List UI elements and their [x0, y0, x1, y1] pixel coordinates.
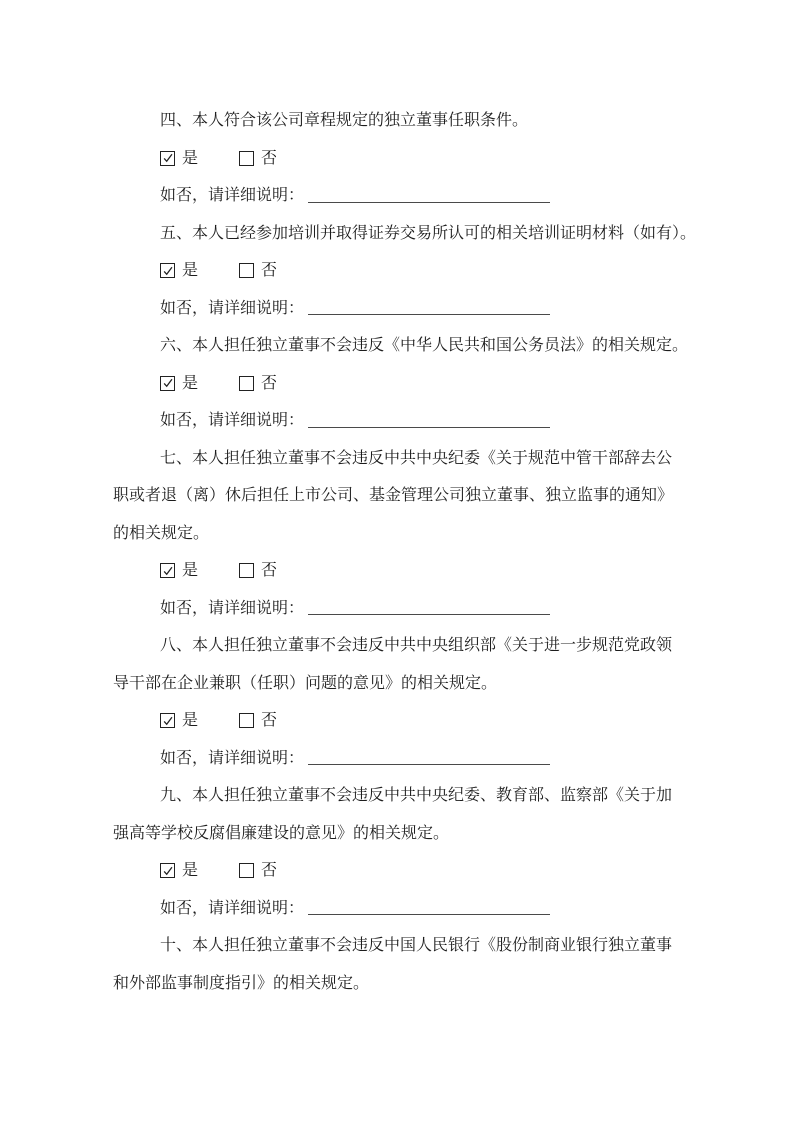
- no-label: 否: [261, 712, 278, 729]
- explain-blank-field[interactable]: [308, 601, 550, 615]
- item-statement-line: 九、本人担任独立董事不会违反中共中央纪委、教育部、监察部《关于加: [160, 787, 673, 804]
- explain-blank-field[interactable]: [308, 414, 550, 428]
- yes-checkbox-checked-icon[interactable]: [160, 263, 175, 278]
- no-label: 否: [261, 262, 278, 279]
- explain-blank-field[interactable]: [308, 301, 550, 315]
- yes-checkbox-checked-icon[interactable]: [160, 713, 175, 728]
- choice-row: [160, 365, 680, 403]
- no-label: 否: [261, 862, 278, 879]
- declaration-item: [113, 927, 680, 1002]
- choice-row: [160, 552, 680, 590]
- declaration-item: [113, 627, 680, 777]
- yes-checkbox-checked-icon[interactable]: [160, 863, 175, 878]
- no-checkbox-unchecked-icon[interactable]: [239, 376, 254, 391]
- no-checkbox-unchecked-icon[interactable]: [239, 863, 254, 878]
- no-checkbox-unchecked-icon[interactable]: [239, 563, 254, 578]
- explain-row: [160, 890, 680, 928]
- declaration-item: [113, 440, 680, 628]
- explain-label: 如否，请详细说明：: [160, 899, 305, 917]
- item-statement-line: 八、本人担任独立董事不会违反中共中央组织部《关于进一步规范党政领: [160, 637, 673, 654]
- explain-label: 如否，请详细说明：: [160, 412, 305, 429]
- explain-label: 如否，请详细说明：: [160, 749, 305, 767]
- item-statement-line: 的相关规定。: [113, 524, 210, 542]
- explain-row: [160, 290, 680, 328]
- no-checkbox-unchecked-icon[interactable]: [239, 151, 254, 166]
- item-statement-line: 七、本人担任独立董事不会违反中共中央纪委《关于规范中管干部辞去公: [160, 449, 673, 467]
- yes-label: 是: [182, 712, 199, 729]
- no-label: 否: [261, 374, 278, 392]
- yes-checkbox-checked-icon[interactable]: [160, 151, 175, 166]
- no-label: 否: [261, 562, 278, 579]
- explain-row: [160, 740, 680, 778]
- yes-label: 是: [182, 262, 199, 279]
- declaration-items: [113, 102, 697, 1002]
- item-statement-line: 职或者退（离）休后担任上市公司、基金管理公司独立董事、独立监事的通知》: [113, 487, 674, 504]
- declaration-item: [113, 102, 680, 215]
- yes-label: 是: [182, 562, 199, 579]
- no-label: 否: [261, 149, 278, 167]
- choice-row: [160, 140, 680, 178]
- no-checkbox-unchecked-icon[interactable]: [239, 263, 254, 278]
- item-statement-line: 六、本人担任独立董事不会违反《中华人民共和国公务员法》的相关规定。: [160, 337, 689, 354]
- explain-row: [160, 590, 680, 628]
- yes-label: 是: [182, 862, 199, 879]
- yes-label: 是: [182, 374, 199, 392]
- choice-row: [160, 852, 680, 890]
- item-statement-line: 五、本人已经参加培训并取得证券交易所认可的相关培训证明材料（如有）。: [160, 224, 697, 242]
- yes-checkbox-checked-icon[interactable]: [160, 563, 175, 578]
- declaration-item: [113, 215, 697, 328]
- item-statement-line: 导干部在企业兼职（任职）问题的意见》的相关规定。: [113, 674, 498, 692]
- declaration-item: [113, 327, 689, 440]
- explain-blank-field[interactable]: [308, 901, 550, 915]
- choice-row: [160, 702, 680, 740]
- yes-checkbox-checked-icon[interactable]: [160, 376, 175, 391]
- explain-blank-field[interactable]: [308, 751, 550, 765]
- item-statement-line: 四、本人符合该公司章程规定的独立董事任职条件。: [160, 112, 529, 129]
- item-statement-line: 和外部监事制度指引》的相关规定。: [113, 974, 370, 992]
- choice-row: [160, 252, 680, 290]
- explain-label: 如否，请详细说明：: [160, 187, 305, 204]
- item-statement-line: 十、本人担任独立董事不会违反中国人民银行《股份制商业银行独立董事: [160, 937, 673, 954]
- declaration-item: [113, 777, 680, 927]
- explain-row: [160, 402, 680, 440]
- explain-row: [160, 177, 680, 215]
- no-checkbox-unchecked-icon[interactable]: [239, 713, 254, 728]
- item-statement-line: 强高等学校反腐倡廉建设的意见》的相关规定。: [113, 824, 450, 842]
- explain-label: 如否，请详细说明：: [160, 599, 305, 617]
- yes-label: 是: [182, 149, 199, 167]
- explain-label: 如否，请详细说明：: [160, 299, 305, 317]
- explain-blank-field[interactable]: [308, 189, 550, 203]
